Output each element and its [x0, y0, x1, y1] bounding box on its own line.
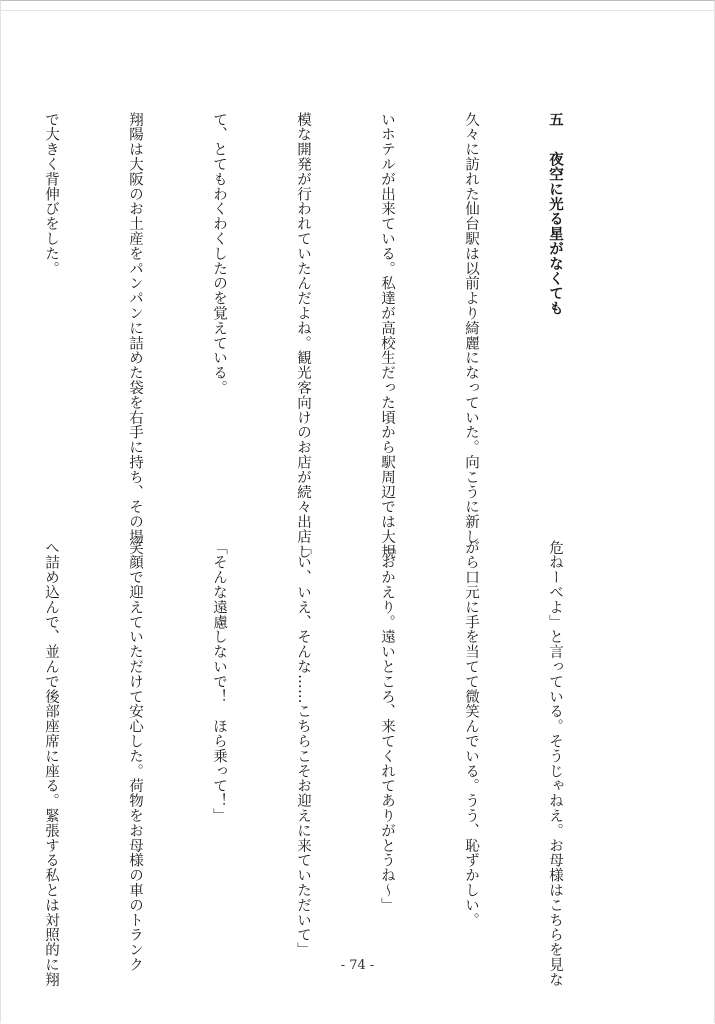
top-rule: [0, 10, 715, 11]
text-column: 笑顔で迎えていただけて安心した。荷物をお母様の車のトランク: [127, 540, 143, 973]
text-column: へ詰め込んで、並んで後部座席に座る。緊張する私とは対照的に翔: [43, 540, 59, 987]
chapter-number: 五: [547, 112, 563, 127]
text-column: 翔陽は大阪のお土産をパンパンに詰めた袋を右手に持ち、その場: [127, 112, 143, 545]
text-column: で大きく背伸びをした。: [43, 112, 59, 276]
text-column: いホテルが出来ている。私達が高校生だった頃から駅周辺では大規: [379, 112, 395, 559]
text-column: 「い、いえ、そんな……こちらこそお迎えに来ていただいて」: [295, 540, 311, 958]
page-number: - 74 -: [340, 958, 375, 973]
upper-text-block: [43, 112, 625, 559]
chapter-heading: [541, 112, 569, 512]
text-column: 危ねーべよ」と言っている。そうじゃねえ。お母様はこちらを見な: [547, 540, 563, 987]
text-column: がら口元に手を当てて微笑んでいる。うう、恥ずかしい。: [463, 540, 479, 928]
text-column: 「おかえり。遠いところ、来てくれてありがとうね〜」: [379, 540, 395, 913]
text-column: て、とてもわくわくしたのを覚えている。: [211, 112, 227, 396]
chapter-title: 夜空に光る星がなくても: [547, 151, 563, 316]
text-column: 「そんな遠慮しないで！ ほら乗って！」: [211, 540, 227, 824]
text-column: 模な開発が行われていたんだよね。観光客向けのお店が続々出店し: [295, 112, 311, 559]
text-column: 久々に訪れた仙台駅は以前より綺麗になっていた。向こうに新し: [463, 112, 479, 545]
